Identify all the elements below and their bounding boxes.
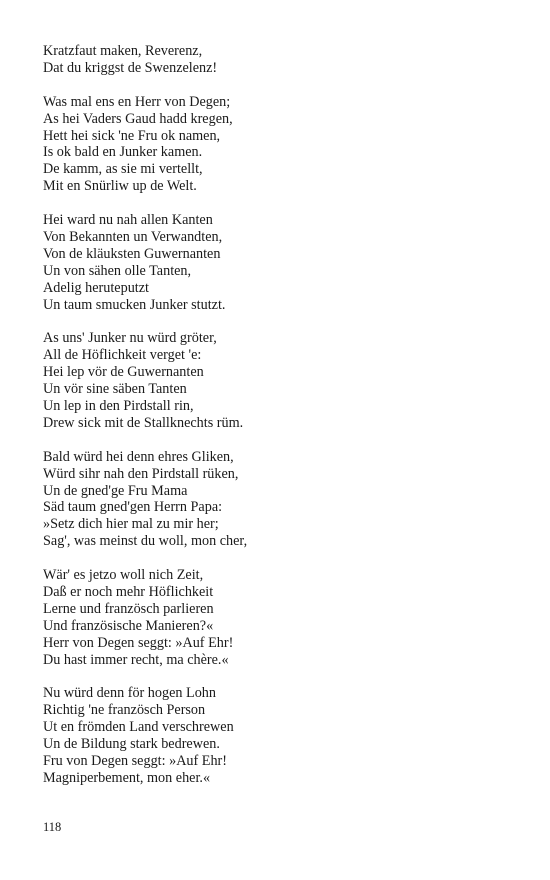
poem-line: Hett hei sick 'ne Fru ok namen, bbox=[43, 127, 221, 144]
poem-line: Würd sihr nah den Pirdstall rüken, bbox=[43, 465, 239, 482]
poem-line: Was mal ens en Herr von Degen; bbox=[43, 93, 231, 110]
poem-line: As hei Vaders Gaud hadd kregen, bbox=[43, 110, 233, 127]
stanza bbox=[43, 567, 523, 668]
poem-line: Kratzfaut maken, Reverenz, bbox=[43, 43, 203, 59]
poem-line: Richtig 'ne französch Person bbox=[43, 702, 206, 719]
poem-line: Adelig heruteputzt bbox=[43, 279, 149, 296]
poem-line: Daß er noch mehr Höflichkeit bbox=[43, 583, 214, 600]
poem-line: Fru von Degen seggt: »Auf Ehr! bbox=[43, 752, 228, 769]
stanza bbox=[43, 212, 523, 313]
poem-line: Dat du kriggst de Swenzelenz! bbox=[43, 59, 218, 76]
poem-line: De kamm, as sie mi vertellt, bbox=[43, 161, 203, 178]
poem-line: Is ok bald en Junker kamen. bbox=[43, 144, 203, 161]
poem-line: Wär' es jetzo woll nich Zeit, bbox=[43, 567, 204, 584]
poem-line: Hei ward nu nah allen Kanten bbox=[43, 212, 213, 229]
poem-line: Von Bekannten un Verwandten, bbox=[43, 228, 223, 245]
stanza bbox=[43, 685, 523, 786]
stanza bbox=[43, 94, 523, 195]
poem-line: Un lep in den Pirdstall rin, bbox=[43, 397, 194, 414]
poem-line: As uns' Junker nu würd gröter, bbox=[43, 330, 217, 347]
page-number: 118 bbox=[43, 820, 62, 834]
poem-line: Du hast immer recht, ma chère.« bbox=[43, 651, 229, 668]
poem-line: Drew sick mit de Stallknechts rüm. bbox=[43, 414, 244, 431]
poem-line: Herr von Degen seggt: »Auf Ehr! bbox=[43, 634, 234, 651]
poem-line: Von de kläuksten Guwernanten bbox=[43, 245, 221, 262]
stanza bbox=[43, 43, 523, 77]
poem-line: Bald würd hei denn ehres Gliken, bbox=[43, 448, 234, 465]
stanza bbox=[43, 449, 523, 550]
poem-line: Un de gned'ge Fru Mama bbox=[43, 482, 188, 499]
poem-line: Ut en frömden Land verschrewen bbox=[43, 719, 234, 736]
poem-line: Hei lep vör de Guwernanten bbox=[43, 364, 204, 381]
poem-line: Säd taum gned'gen Herrn Papa: bbox=[43, 499, 223, 516]
stanza bbox=[43, 330, 523, 431]
poem-line: Sag', was meinst du woll, mon cher, bbox=[43, 533, 248, 550]
poem-line: Lerne und französch parlieren bbox=[43, 600, 214, 617]
poem-line: Mit en Snürliw up de Welt. bbox=[43, 178, 197, 195]
poem-line: Un de Bildung stark bedrewen. bbox=[43, 736, 220, 753]
poem-line: Und französische Manieren?« bbox=[43, 617, 214, 634]
poem-line: Un taum smucken Junker stutzt. bbox=[43, 296, 226, 313]
poem-body bbox=[43, 43, 523, 804]
poem-line: Nu würd denn för hogen Lohn bbox=[43, 685, 216, 702]
poem-line: »Setz dich hier mal zu mir her; bbox=[43, 516, 219, 533]
poem-line: Un von sähen olle Tanten, bbox=[43, 262, 192, 279]
poem-line: Un vör sine säben Tanten bbox=[43, 381, 187, 398]
poem-line: All de Höflichkeit verget 'e: bbox=[43, 347, 202, 364]
poem-line: Magniperbement, mon eher.« bbox=[43, 769, 211, 786]
